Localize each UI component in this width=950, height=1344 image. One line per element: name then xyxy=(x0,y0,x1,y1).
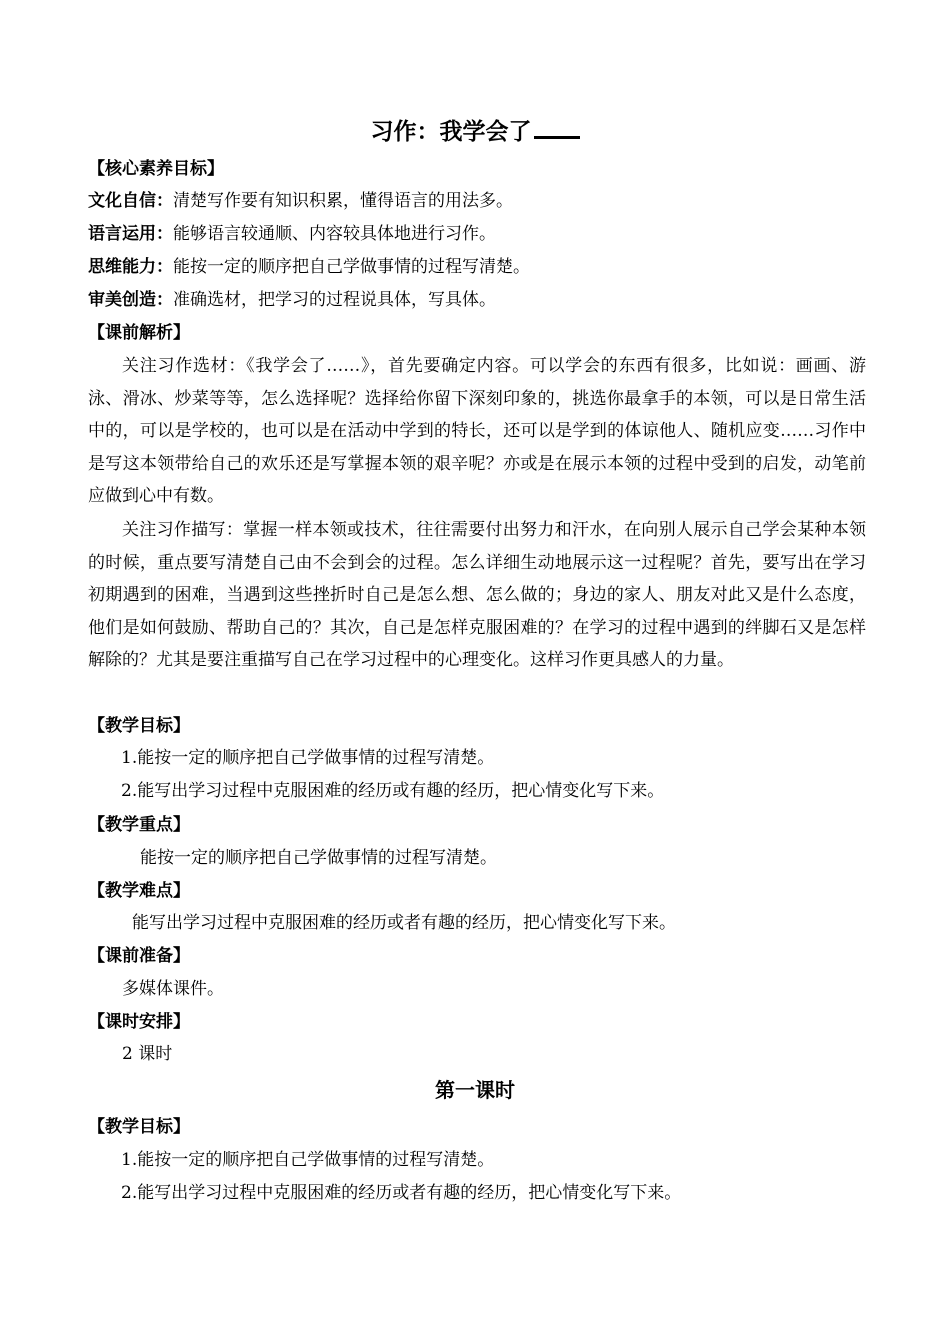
document-title xyxy=(0,114,950,150)
teaching-goal-item: 1.能按一定的顺序把自己学做事情的过程写清楚。 xyxy=(121,748,495,768)
difficult-points-text: 能写出学习过程中克服困难的经历或者有趣的经历，把心情变化写下来。 xyxy=(132,913,676,933)
teaching-goal-item: 2.能写出学习过程中克服困难的经历或有趣的经历，把心情变化写下来。 xyxy=(121,781,665,801)
teaching-goals-heading: 【教学目标】 xyxy=(88,716,190,736)
schedule-heading: 【课时安排】 xyxy=(88,1012,190,1032)
lesson-1-goal-item: 2.能写出学习过程中克服困难的经历或者有趣的经历，把心情变化写下来。 xyxy=(121,1183,682,1203)
key-points-heading: 【教学重点】 xyxy=(88,815,190,835)
pre-analysis-paragraph-1: 关注习作选材：《我学会了……》，首先要确定内容。可以学会的东西有很多，比如说：画画、游泳、滑冰、炒菜等等，怎么选择呢？选择给你留下深刻印象的，挑选你最拿手的本领，可以是日常生活中的，可以是学校的，也可以是在活动中学到的特长，还可以是学到的体谅他人、随机应变……习作中是写这本领带给自己的欢乐还是写掌握本领的艰辛呢？亦或是在展示本领的过程中受到的启发，动笔前应做到心中有数。 xyxy=(88,356,866,507)
pre-analysis-heading: 【课前解析】 xyxy=(88,323,190,343)
key-points-text: 能按一定的顺序把自己学做事情的过程写清楚。 xyxy=(140,848,497,868)
lesson-1-title: 第一课时 xyxy=(435,1078,515,1102)
difficult-points-heading: 【教学难点】 xyxy=(88,881,190,901)
lesson-1-goal-item: 1.能按一定的顺序把自己学做事情的过程写清楚。 xyxy=(121,1150,495,1170)
core-goal-item: 思维能力：能按一定的顺序把自己学做事情的过程写清楚。 xyxy=(88,257,530,277)
core-goal-item: 语言运用：能够语言较通顺、内容较具体地进行习作。 xyxy=(88,224,496,244)
core-goals-heading: 【核心素养目标】 xyxy=(88,159,224,179)
pre-analysis-paragraph-2: 关注习作描写：掌握一样本领或技术，往往需要付出努力和汗水，在向别人展示自己学会某种本领的时候，重点要写清楚自己由不会到会的过程。怎么详细生动地展示这一过程呢？首先，要写出在学习初期遇到的困难，当遇到这些挫折时自己是怎么想、怎么做的；身边的家人、朋友对此又是什么态度，他们是如何鼓励、帮助自己的？其次，自己是怎样克服困难的？在学习的过程中遇到的绊脚石又是怎样解除的？尤其是要注重描写自己在学习过程中的心理变化。这样习作更具感人的力量。 xyxy=(88,520,866,671)
title-blank-underline xyxy=(534,114,580,139)
schedule-text: 2 课时 xyxy=(122,1044,173,1064)
preparation-text: 多媒体课件。 xyxy=(122,979,224,999)
lesson-1-goals-heading: 【教学目标】 xyxy=(88,1117,190,1137)
preparation-heading: 【课前准备】 xyxy=(88,946,190,966)
core-goal-item: 审美创造：准确选材，把学习的过程说具体，写具体。 xyxy=(88,290,496,310)
core-goal-item: 文化自信：清楚写作要有知识积累，懂得语言的用法多。 xyxy=(88,191,513,211)
title-text: 习作：我学会了 xyxy=(370,119,532,145)
